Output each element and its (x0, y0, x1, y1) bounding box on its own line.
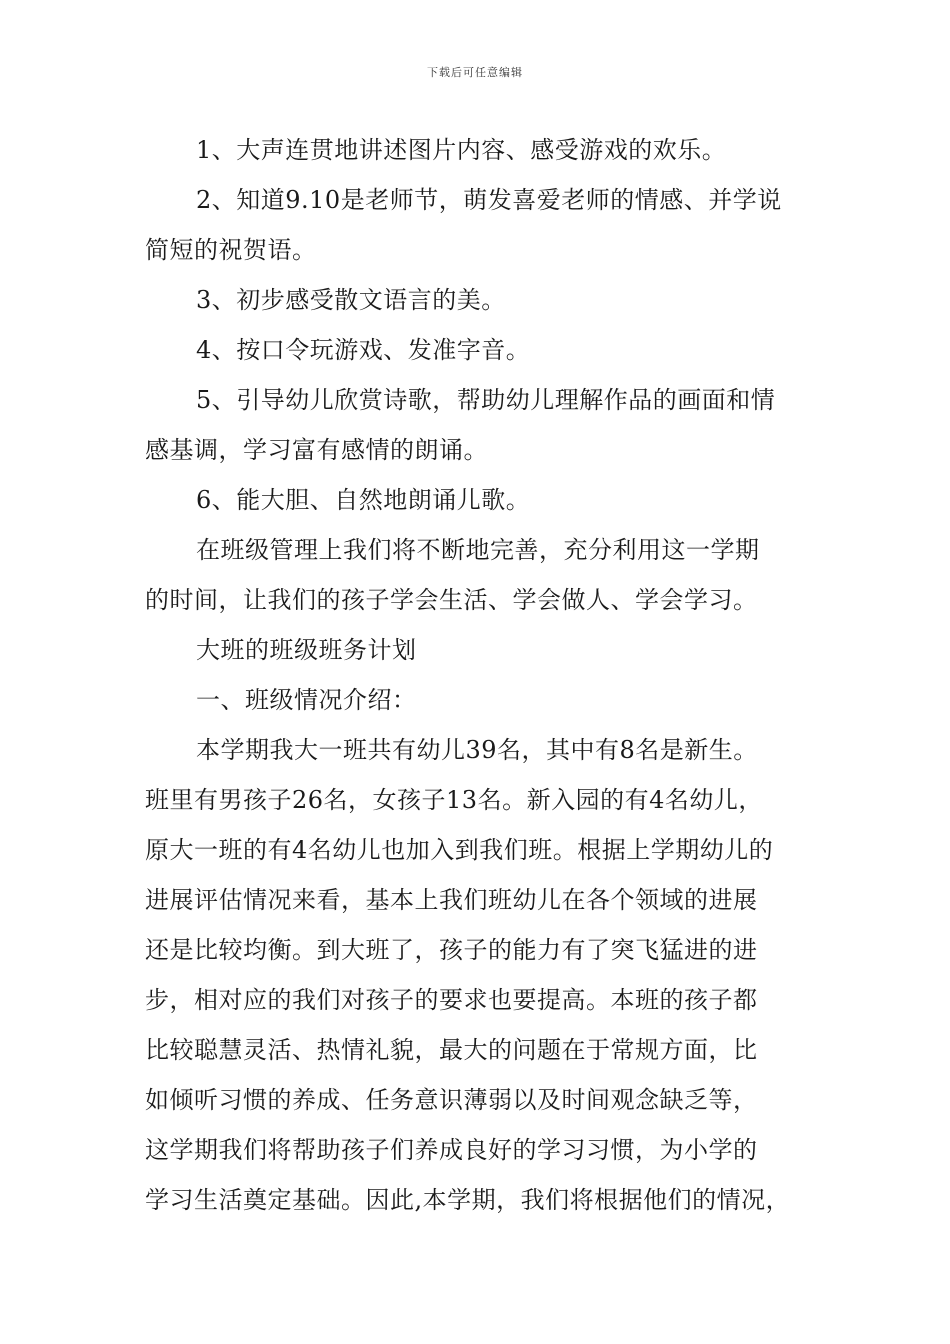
body-line: 4、按口令玩游戏、发准字音。 (196, 336, 531, 364)
body-line: 3、初步感受散文语言的美。 (196, 286, 506, 314)
body-line: 本学期我大一班共有幼儿39名，其中有8名是新生。 (196, 736, 758, 764)
body-line: 的时间，让我们的孩子学会生活、学会做人、学会学习。 (145, 586, 758, 614)
body-line: 2、知道9.10是老师节，萌发喜爱老师的情感、并学说 (196, 186, 782, 214)
body-line: 还是比较均衡。到大班了，孩子的能力有了突飞猛进的进 (145, 936, 758, 964)
body-line: 在班级管理上我们将不断地完善，充分利用这一学期 (196, 536, 760, 564)
body-line: 学习生活奠定基础。因此,本学期，我们将根据他们的情况， (145, 1186, 791, 1214)
body-line: 感基调，学习富有感情的朗诵。 (145, 436, 488, 464)
body-line: 班里有男孩子26名，女孩子13名。新入园的有4名幼儿， (145, 786, 763, 814)
body-line: 6、能大胆、自然地朗诵儿歌。 (196, 486, 531, 514)
body-line: 步，相对应的我们对孩子的要求也要提高。本班的孩子都 (145, 986, 758, 1014)
body-line: 进展评估情况来看，基本上我们班幼儿在各个领域的进展 (145, 886, 758, 914)
body-line: 5、引导幼儿欣赏诗歌，帮助幼儿理解作品的画面和情 (196, 386, 776, 414)
section-heading: 一、班级情况介绍： (196, 686, 417, 714)
body-line: 原大一班的有4名幼儿也加入到我们班。根据上学期幼儿的 (145, 836, 774, 864)
document-body (145, 125, 810, 1225)
page-header-note: 下载后可任意编辑 (427, 66, 523, 79)
body-line: 如倾听习惯的养成、任务意识薄弱以及时间观念缺乏等， (145, 1086, 758, 1114)
body-line: 比较聪慧灵活、热情礼貌，最大的问题在于常规方面，比 (145, 1036, 758, 1064)
body-line: 简短的祝贺语。 (145, 236, 317, 264)
section-title: 大班的班级班务计划 (196, 636, 417, 664)
body-line: 这学期我们将帮助孩子们养成良好的学习习惯，为小学的 (145, 1136, 758, 1164)
body-line: 1、大声连贯地讲述图片内容、感受游戏的欢乐。 (196, 136, 727, 164)
